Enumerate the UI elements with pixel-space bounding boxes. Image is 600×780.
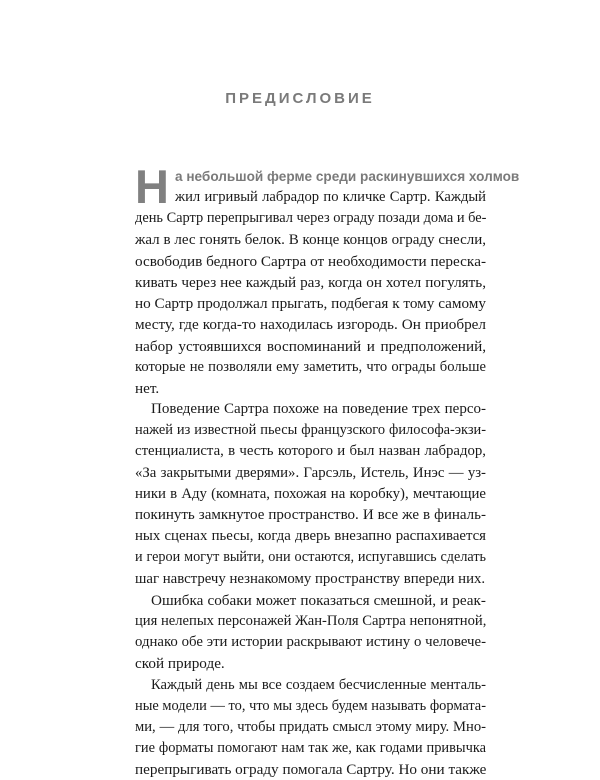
text-line: гие форматы помогают нам так же, как годами привычка — [135, 740, 486, 757]
text-line — [135, 166, 520, 187]
text-line: день Сартр перепрыгивал через ограду позади дома и бе- — [135, 210, 487, 227]
text-line: однако обе эти истории раскрывают истину о человече- — [135, 634, 486, 651]
text-line: жил игривый лабрадор по кличке Сартр. Каждый — [175, 189, 486, 206]
text-line: освободив бедного Сартра от необходимости перескa- — [135, 252, 486, 270]
text-line: кивать через нее каждый раз, когда он хотел погулять, — [135, 273, 486, 291]
text-line: покинуть замкнутое пространство. И все же в финаль- — [135, 507, 486, 523]
text-line: Каждый день мы все создаем бесчисленные менталь- — [151, 676, 486, 693]
text-line: месту, где когда-то находилась изгородь. Он приобрел — [135, 316, 486, 334]
text-line: ской природе. — [135, 655, 225, 673]
text-line: ми, — для того, чтобы придать смысл этому миру. Мно- — [135, 718, 486, 735]
text-line: жал в лес гонять белок. В конце концов ограду снесли, — [135, 231, 486, 248]
text-line: ных сценах пьесы, когда дверь внезапно распахивается — [135, 528, 486, 545]
text-line: нет. — [135, 379, 160, 397]
text-line: ные модели — то, что мы здесь будем называть формата- — [135, 697, 486, 714]
text-line: ция нелепых персонажей Жан-Поля Сартра непонятной, — [135, 612, 487, 629]
text-line: перепрыгивать ограду помогала Сартру. Но они также — [135, 761, 487, 779]
body-text — [135, 160, 520, 780]
text-line: стенциалиста, в честь которого и был назван лабрадор, — [135, 443, 486, 460]
text-line: которые не позволяли ему заметить, что ограды больше — [135, 358, 486, 375]
lead-in: а небольшой ферме среди раскинувшихся холмов — [175, 169, 520, 184]
text-line: Ошибка собаки может показаться смешной, и реак- — [151, 591, 486, 609]
text-line: но Сартр продолжал прыгать, подбегая к тому самому — [135, 295, 486, 313]
drop-cap: Н — [135, 160, 169, 213]
text-line: Поведение Сартра похоже на поведение трех персо- — [151, 401, 486, 418]
text-line: нажей из известной пьесы французского философа-экзи- — [135, 422, 486, 439]
page-title: ПРЕДИСЛОВИЕ — [225, 90, 375, 107]
text-line: и герои могут выйти, они остаются, испугавшись сделать — [135, 549, 486, 566]
text-line: шаг навстречу незнакомому пространству впереди них. — [135, 570, 486, 587]
text-line: «За закрытыми дверями». Гарсэль, Истель, Инэс — уз- — [135, 464, 486, 481]
text-line: набор устоявшихся воспоминаний и предположений, — [135, 337, 486, 355]
text-line: ники в Аду (комната, похожая на коробку), мечтающие — [135, 485, 486, 502]
